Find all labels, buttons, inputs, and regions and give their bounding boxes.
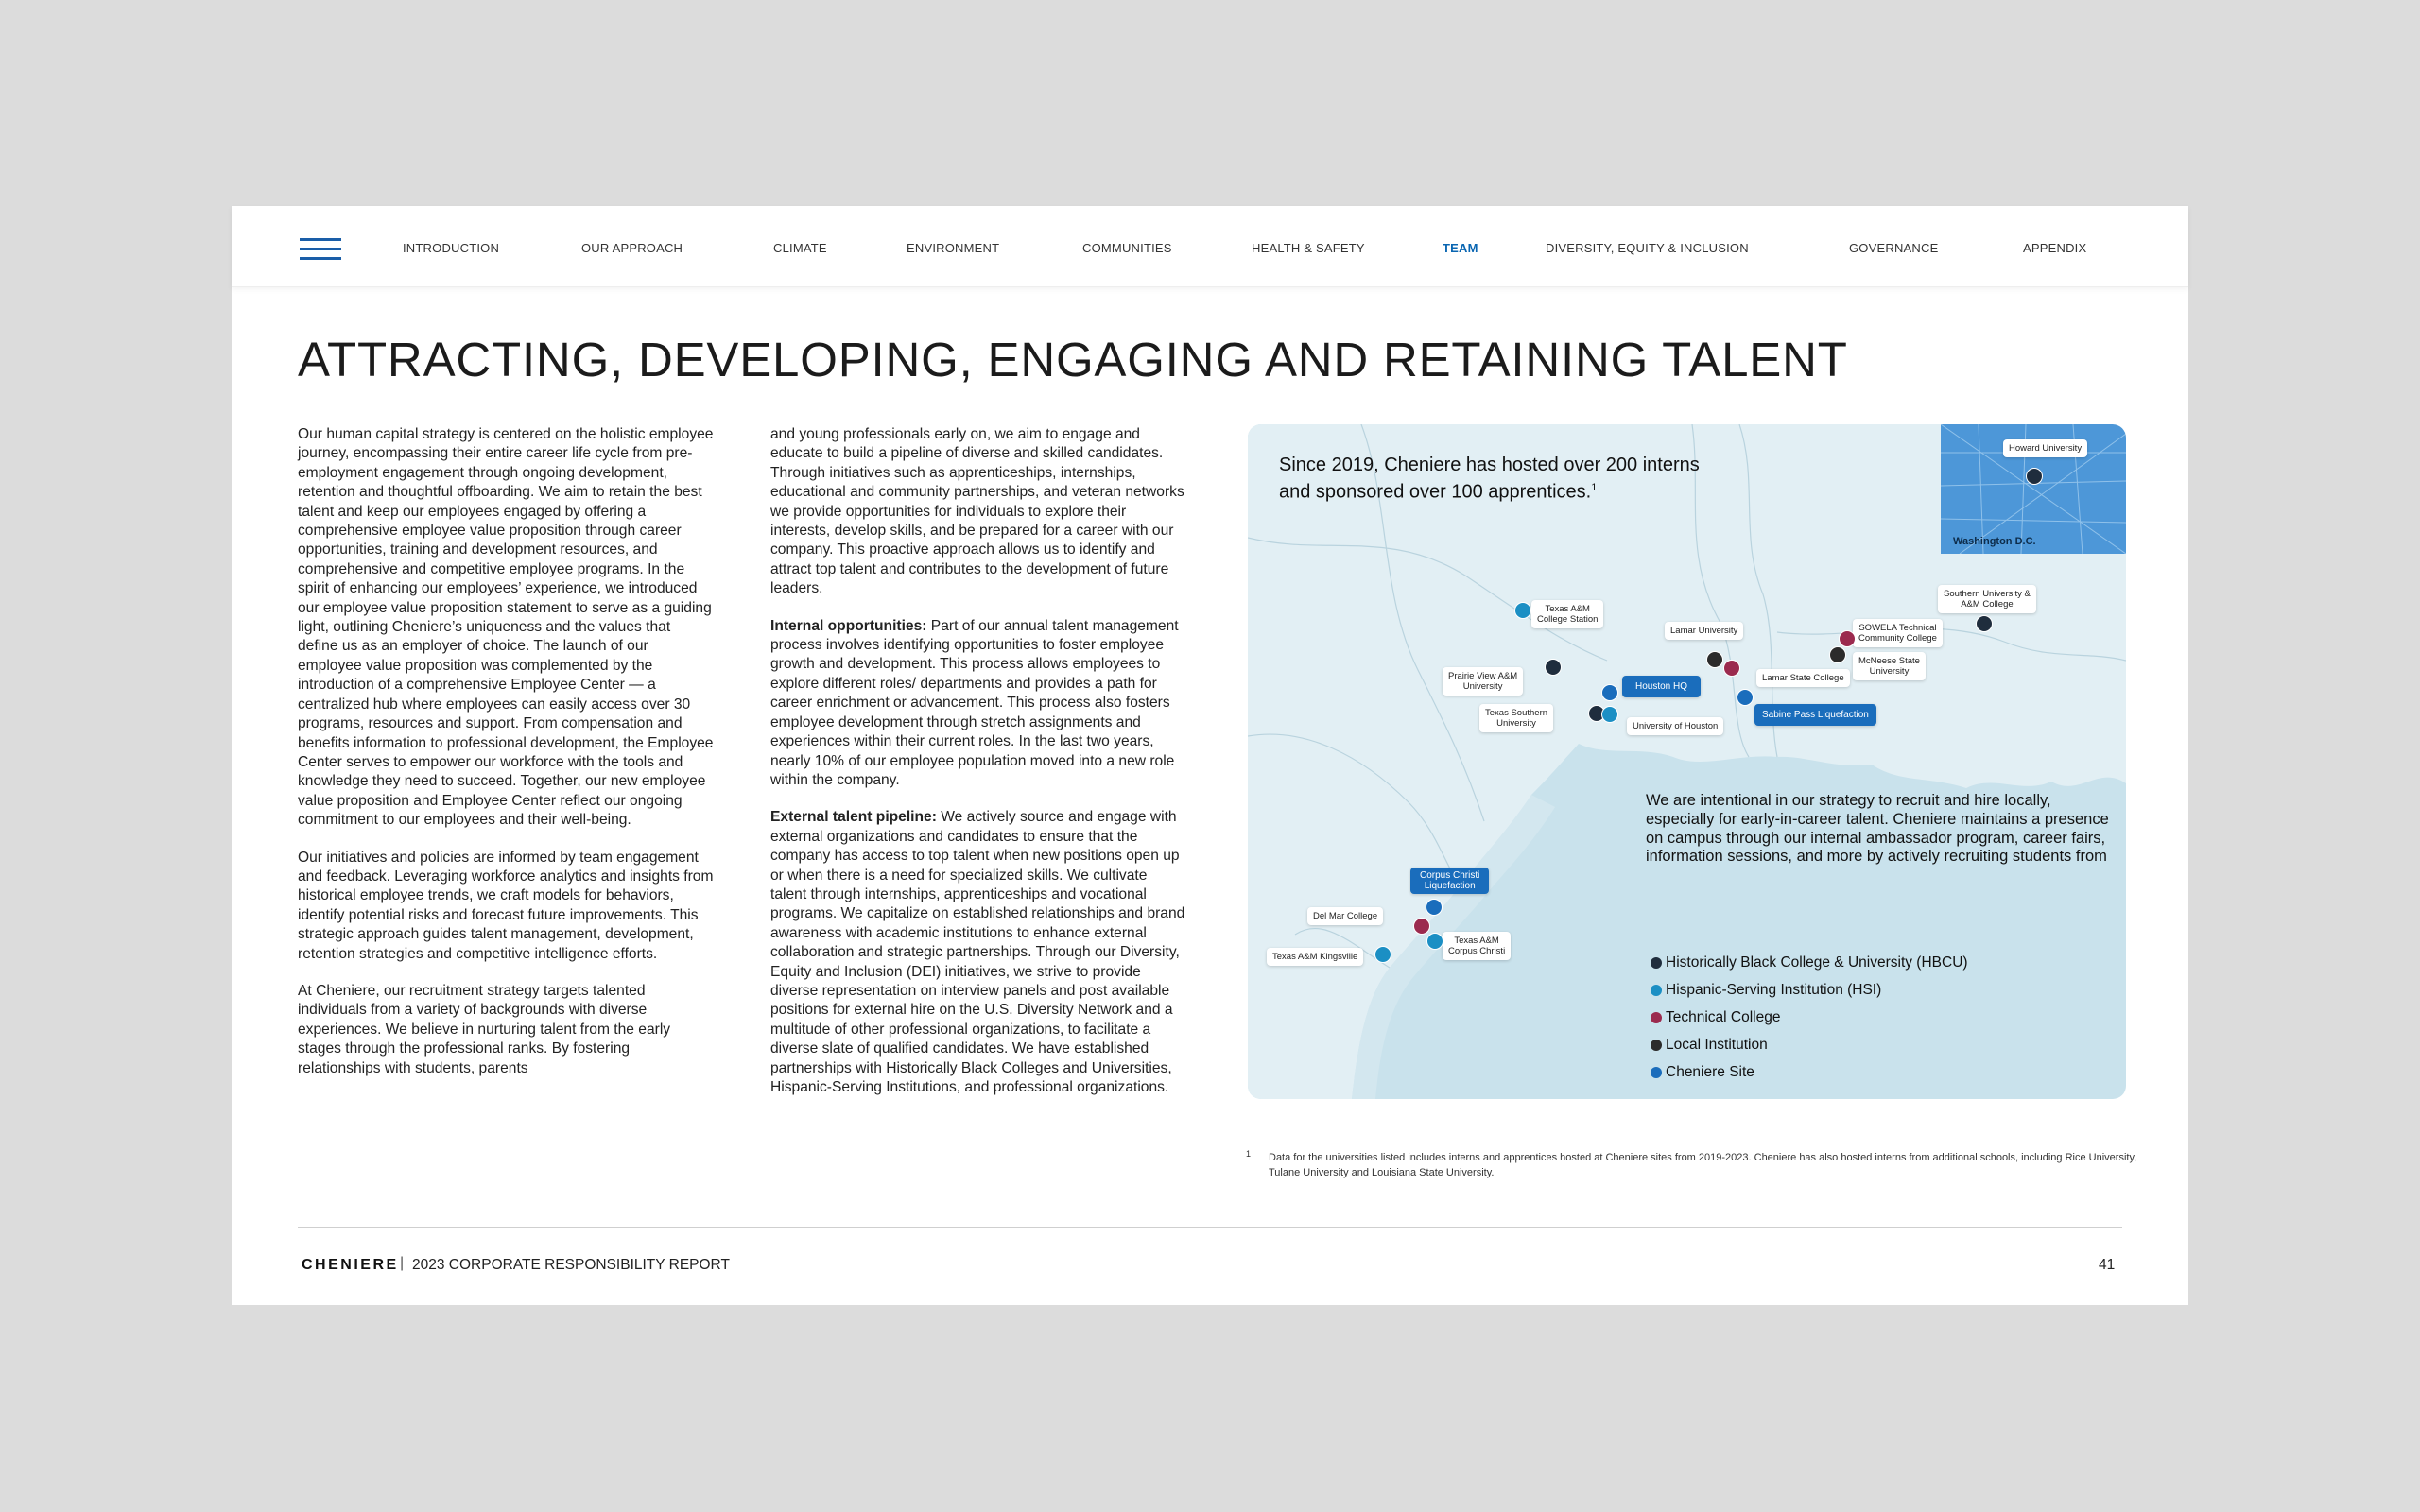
nav-dei[interactable]: DIVERSITY, EQUITY & INCLUSION	[1546, 241, 1749, 255]
paragraph-heading: Internal opportunities:	[770, 617, 927, 634]
map-description: We are intentional in our strategy to recruit and hire locally, especially for early-in-career talent. Cheniere maintains a presence on campus through our internal ambassador program, career fairs, information sessions, and more by actively recruiting students from	[1646, 792, 2109, 866]
nav-team[interactable]: TEAM	[1443, 241, 1478, 255]
marker-texas-am-college-station[interactable]	[1514, 602, 1531, 619]
legend-swatch	[1651, 1040, 1662, 1051]
paragraph	[770, 617, 1186, 791]
dc-inset-map	[1941, 424, 2126, 554]
text-column-2	[770, 425, 1186, 1115]
marker-prairie-view[interactable]	[1545, 659, 1562, 676]
legend-swatch	[1651, 1012, 1662, 1023]
footnote-text: Data for the universities listed includes interns and apprentices hosted at Cheniere sites from 2019-2023. Cheniere has also hosted interns from additional schools, including Rice University, Tulane University and Louisiana State University.	[1269, 1152, 2137, 1178]
marker-texas-am-corpus-christi[interactable]	[1426, 933, 1443, 950]
footnote-number: 1	[1246, 1149, 1252, 1159]
label-houston-hq: Houston HQ	[1622, 676, 1701, 697]
menu-icon[interactable]	[300, 238, 341, 261]
marker-southern-university[interactable]	[1976, 615, 1993, 632]
report-title: 2023 CORPORATE RESPONSIBILITY REPORT	[412, 1257, 730, 1273]
label-lamar-university: Lamar University	[1665, 622, 1743, 640]
recruiting-map	[1248, 424, 2126, 1099]
marker-houston-hq[interactable]	[1601, 684, 1618, 701]
label-university-of-houston: University of Houston	[1627, 717, 1723, 735]
legend-hsi: Hispanic-Serving Institution (HSI)	[1651, 981, 1968, 1008]
paragraph: Our human capital strategy is centered on the holistic employee journey, encompassing their entire career life cycle from pre-employment engagement through ongoing development, retention and thoughtful offboarding. We aim to retain the best talent and keep our employees engaged by offering a comprehensive employee value proposition through career opportunities, training and development resources, and comprehensive and competitive employee programs. In the spirit of enhancing our employees’ experience, we introduced our employee value proposition statement to serve as a guiding light, outlining Cheniere’s uniqueness and the values that define us as an employer of choice. The launch of our employee value proposition was complemented by the introduction of a comprehensive Employee Center — a centralized hub where employees can easily access over 30 programs, resources and support. From compensation and benefits information to professional development, the Employee Center serves to empower our workforce with the tools and knowledge they need to succeed. Together, our new employee value proposition and Employee Center reflect our ongoing commitment to our employees and their well-being.	[298, 426, 714, 829]
legend-swatch	[1651, 985, 1662, 996]
marker-sowela[interactable]	[1839, 630, 1856, 647]
map-legend	[1651, 954, 1968, 1091]
marker-sabine-pass[interactable]	[1737, 689, 1754, 706]
paragraph: and young professionals early on, we aim to engage and educate to build a pipeline of diverse and skilled candidates. Through initiatives such as apprenticeships, internships, educational and community partnerships, and veteran networks we provide opportunities for individuals to explore their interests, develop skills, and be prepared for a career with our company. This proactive approach allows us to identify and attract top talent and contributes to the development of future leaders.	[770, 426, 1184, 597]
label-corpus-christi-liquefaction: Corpus Christi Liquefaction	[1410, 868, 1489, 894]
label-mcneese: McNeese State University	[1853, 652, 1926, 680]
nav-introduction[interactable]: INTRODUCTION	[403, 241, 500, 255]
paragraph-heading: External talent pipeline:	[770, 809, 937, 826]
brand-logo: CHENIERE	[302, 1257, 399, 1273]
footer-separator: |	[400, 1255, 405, 1271]
label-lamar-state-college: Lamar State College	[1756, 669, 1850, 687]
nav-climate[interactable]: CLIMATE	[773, 241, 827, 255]
page-title: ATTRACTING, DEVELOPING, ENGAGING AND RETAINING TALENT	[298, 333, 1848, 387]
legend-cheniere-site: Cheniere Site	[1651, 1063, 1968, 1091]
dc-inset-label: Washington D.C.	[1953, 536, 2036, 547]
nav-governance[interactable]: GOVERNANCE	[1849, 241, 1939, 255]
label-texas-am-corpus-christi: Texas A&M Corpus Christi	[1443, 932, 1511, 960]
legend-swatch	[1651, 957, 1662, 969]
page-number: 41	[2099, 1257, 2116, 1273]
marker-lamar-state-college[interactable]	[1723, 660, 1740, 677]
map-headline: Since 2019, Cheniere has hosted over 200 interns and sponsored over 100 apprentices.$^1$	[1279, 455, 1700, 503]
marker-del-mar-college[interactable]	[1413, 918, 1430, 935]
nav-environment[interactable]: ENVIRONMENT	[907, 241, 1000, 255]
paragraph	[770, 808, 1186, 1097]
label-del-mar-college: Del Mar College	[1307, 907, 1383, 925]
marker-howard-university[interactable]	[2026, 468, 2043, 485]
label-sabine-pass: Sabine Pass Liquefaction	[1754, 704, 1876, 726]
nav-health-safety[interactable]: HEALTH & SAFETY	[1252, 241, 1365, 255]
nav-communities[interactable]: COMMUNITIES	[1082, 241, 1172, 255]
label-prairie-view: Prairie View A&M University	[1443, 667, 1523, 696]
legend-technical-college: Technical College	[1651, 1008, 1968, 1036]
label-texas-am-kingsville: Texas A&M Kingsville	[1267, 948, 1363, 966]
report-page	[232, 206, 2188, 1305]
nav-appendix[interactable]: APPENDIX	[2023, 241, 2087, 255]
legend-hbcu: Historically Black College & University (HBCU)	[1651, 954, 1968, 981]
label-sowela: SOWELA Technical Community College	[1853, 619, 1943, 647]
label-texas-southern: Texas Southern University	[1479, 704, 1553, 732]
footnote	[1246, 1150, 2153, 1180]
nav-our-approach[interactable]: OUR APPROACH	[581, 241, 683, 255]
marker-lamar-university[interactable]	[1706, 651, 1723, 668]
top-navigation	[232, 206, 2188, 287]
footer-divider	[298, 1227, 2122, 1228]
marker-corpus-christi-liquefaction[interactable]	[1426, 899, 1443, 916]
legend-swatch	[1651, 1067, 1662, 1078]
marker-university-of-houston[interactable]	[1601, 706, 1618, 723]
paragraph-body: Part of our annual talent management process involves identifying opportunities to foster employee growth and development. This process allows employees to explore different roles/ departments and provides a path for career enrichment or advancement. This process also fosters employee development through stretch assignments and experiences within their current roles. In the last two years, nearly 10% of our employee population moved into a new role within the company.	[770, 617, 1179, 788]
text-column-1	[298, 425, 714, 1096]
paragraph: At Cheniere, our recruitment strategy targets talented individuals from a variety of backgrounds with diverse experiences. We believe in nurturing talent from the early stages through the professional ranks. By fostering relationships with students, parents	[298, 982, 671, 1076]
marker-texas-am-kingsville[interactable]	[1374, 946, 1392, 963]
marker-mcneese[interactable]	[1829, 646, 1846, 663]
legend-local-institution: Local Institution	[1651, 1036, 1968, 1063]
label-texas-am-college-station: Texas A&M College Station	[1531, 600, 1603, 628]
label-southern-university: Southern University & A&M College	[1938, 585, 2036, 613]
paragraph: Our initiatives and policies are informed by team engagement and feedback. Leveraging workforce analytics and insights from historical employee trends, we craft models for behaviors, identify potential risks and forecast future improvements. This strategic approach guides talent management, development, retention strategies and competitive intelligence efforts.	[298, 849, 714, 962]
paragraph-body: We actively source and engage with external organizations and candidates to ensure that the company has access to top talent when new positions open up or when there is a need for specialized skills. We cultivate talent through internships, apprenticeships and vocational programs. We capitalize on established relationships and brand awareness with academic institutions to enhance external collaboration and strategic partnerships. Through our Diversity, Equity and Inclusion (DEI) initiatives, we strive to provide diverse representation on interview panels and post available positions for external hire on the U.S. Diversity Network and a multitude of other professional organizations, to facilitate a diverse slate of qualified candidates. We have established partnerships with Historically Black Colleges and Universities, Hispanic-Serving Institutions, and professional organizations.	[770, 809, 1185, 1095]
label-howard-university: Howard University	[2003, 439, 2087, 457]
